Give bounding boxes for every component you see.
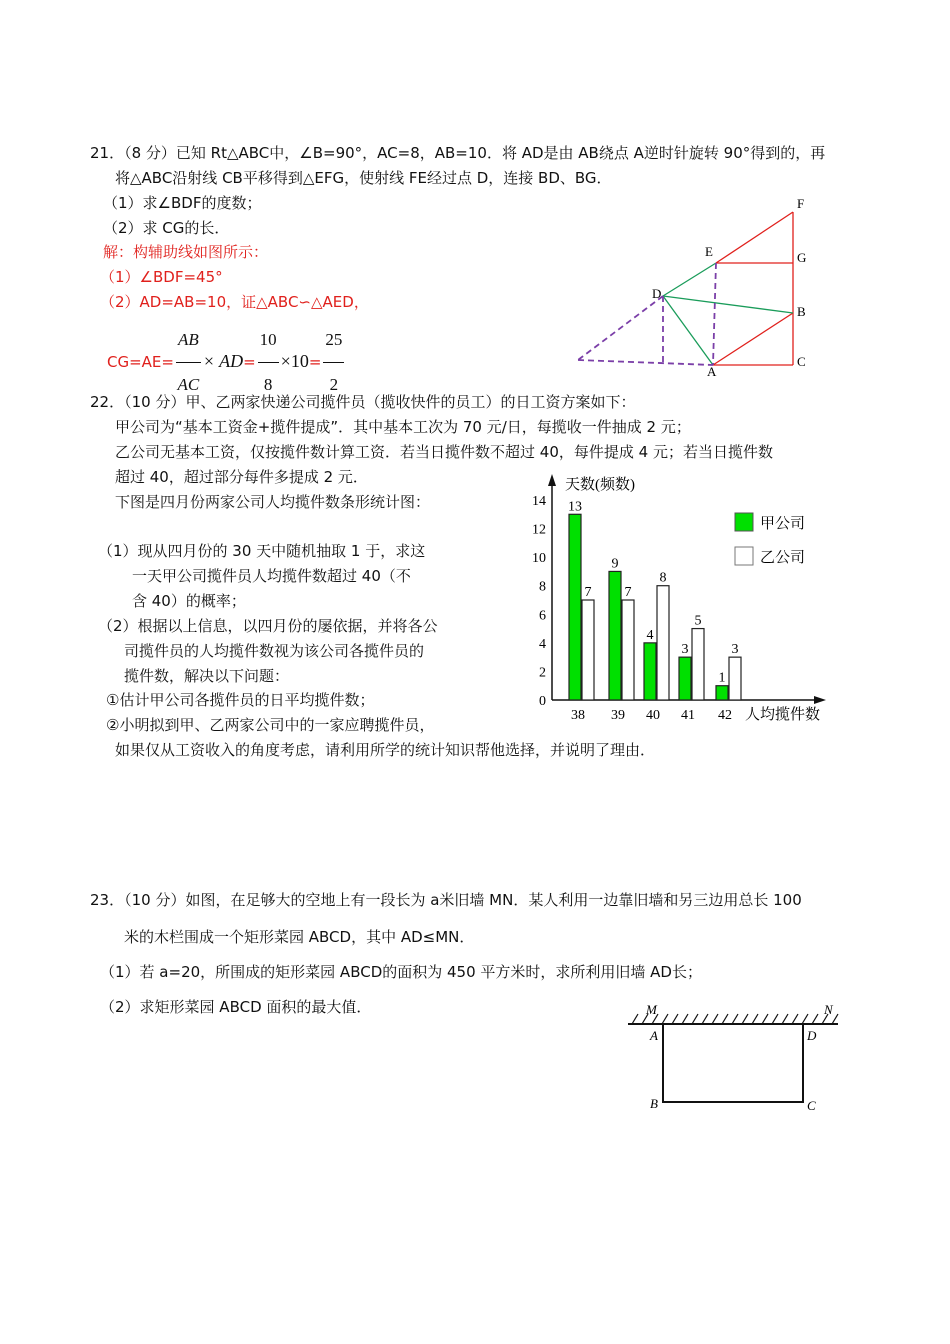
wall-hatch bbox=[712, 1014, 718, 1024]
data-label: 3 bbox=[731, 642, 739, 658]
q22-sub2: ②小明拟到甲、乙两家公司中的一家应聘揽件员， bbox=[106, 716, 435, 734]
x-tick-label: 38 bbox=[571, 708, 585, 723]
bar-jia-38 bbox=[569, 514, 581, 700]
wall-hatch bbox=[692, 1014, 698, 1024]
wall-hatch bbox=[792, 1014, 798, 1024]
label-M: M bbox=[646, 1002, 657, 1017]
data-label: 9 bbox=[611, 556, 619, 572]
q21-solution-1: （1）∠BDF=45° bbox=[100, 268, 223, 286]
q22-part2a: （2）根据以上信息，以四月份的屡依据，并将各公 bbox=[98, 617, 438, 635]
label-E: E bbox=[705, 244, 713, 259]
fraction-ab-ac: $\frac{AB}{AC}$ bbox=[176, 318, 201, 407]
q21-part2: （2）求 CG的长． bbox=[103, 219, 230, 237]
y-tick-label: 0 bbox=[539, 694, 546, 709]
bar-yi-40 bbox=[657, 586, 669, 700]
q22-line5: 下图是四月份两家公司人均揽件数条形统计图： bbox=[115, 493, 431, 511]
wall-hatch bbox=[722, 1014, 728, 1024]
x-tick-label: 40 bbox=[646, 708, 660, 723]
q22-part2c: 揽件数，解决以下问题： bbox=[124, 667, 290, 685]
q21-solution-3: CG=AE= $\frac{AB}{AC}$ × AD= $\frac{10}{8}$ ×10= $\frac{25}{2}$ bbox=[107, 318, 346, 407]
label-C: C bbox=[807, 1098, 816, 1113]
bar-yi-39 bbox=[622, 600, 634, 700]
data-label: 7 bbox=[624, 585, 632, 600]
legend-swatch-yi bbox=[735, 547, 753, 565]
bar-jia-42 bbox=[716, 686, 728, 700]
q23-part1: （1）若 a=20，所围成的矩形菜园 ABCD的面积为 450 平方米时，求所利用旧墙 AD长； bbox=[100, 963, 702, 981]
q23-line1: 23．（10 分）如图，在足够大的空地上有一段长为 a米旧墙 MN．某人利用一边靠旧墙和另三边用总长 100 bbox=[90, 891, 802, 909]
bar-yi-42 bbox=[729, 657, 741, 700]
y-tick-label: 6 bbox=[539, 608, 546, 624]
bar-yi-38 bbox=[582, 600, 594, 700]
q21-line2: 将△ABC沿射线 CB平移得到△EFG，使射线 FE经过点 D，连接 BD、BG． bbox=[115, 169, 612, 187]
wall-hatch bbox=[632, 1014, 638, 1024]
q23-line2: 米的木栏围成一个矩形菜园 ABCD，其中 AD≤MN． bbox=[124, 928, 475, 946]
data-label: 4 bbox=[646, 627, 654, 643]
legend-swatch-jia bbox=[735, 513, 753, 531]
q22-line3: 乙公司无基本工资，仅按揽件数计算工资．若当日揽件数不超过 40，每件提成 4 元；若当日揽件数 bbox=[115, 443, 773, 461]
label-C: C bbox=[797, 354, 806, 369]
garden-rectangle bbox=[663, 1024, 803, 1102]
bar-jia-40 bbox=[644, 643, 656, 700]
q23-garden-figure bbox=[600, 990, 860, 1120]
q22-line2: 甲公司为“基本工资金+揽件提成”．其中基本工次为 70 元/日，每揽收一件抽成 2 元； bbox=[115, 418, 691, 436]
q21-solution-2: （2）AD=AB=10，证△ABC∽△AED， bbox=[100, 293, 369, 311]
wall-hatch bbox=[782, 1014, 788, 1024]
q22-sub2-cont: 如果仅从工资收入的角度考虑，请利用所学的统计知识帮他选择，并说明了理由． bbox=[115, 741, 656, 759]
bar-jia-41 bbox=[679, 657, 691, 700]
data-label: 1 bbox=[718, 670, 726, 686]
wall-hatch bbox=[702, 1014, 708, 1024]
fraction-10-8: $\frac{10}{8}$ bbox=[258, 318, 279, 407]
y-tick-label: 4 bbox=[539, 636, 546, 652]
y-axis-label: 天数(频数) bbox=[565, 477, 635, 493]
q22-line4: 超过 40，超过部分每件多提成 2 元． bbox=[115, 468, 368, 486]
y-tick-label: 2 bbox=[539, 665, 546, 681]
legend-label-yi: 乙公司 bbox=[760, 550, 806, 566]
x-axis-label: 人均揽件数 bbox=[745, 707, 821, 723]
fraction-25-2: $\frac{25}{2}$ bbox=[323, 318, 344, 407]
bar-yi-41 bbox=[692, 629, 704, 700]
wall-hatch bbox=[752, 1014, 758, 1024]
wall-hatch bbox=[772, 1014, 778, 1024]
x-tick-label: 39 bbox=[611, 708, 625, 723]
wall-hatch bbox=[682, 1014, 688, 1024]
label-B: B bbox=[797, 304, 806, 319]
wall-hatch bbox=[662, 1014, 668, 1024]
q21-part1: （1）求∠BDF的度数； bbox=[103, 194, 262, 212]
q23-part2: （2）求矩形菜园 ABCD 面积的最大值． bbox=[100, 998, 372, 1016]
q21-line1: 21．（8 分）已知 Rt△ABC中，∠B=90°，AC=8，AB=10．将 AD是由 AB绕点 A逆时针旋转 90°得到的，再 bbox=[90, 144, 826, 162]
cg-lhs: CG=AE= bbox=[107, 353, 174, 371]
wall-hatch bbox=[762, 1014, 768, 1024]
data-label: 7 bbox=[584, 585, 592, 600]
y-tick-label: 8 bbox=[539, 579, 546, 595]
wall-hatch bbox=[672, 1014, 678, 1024]
q22-part1b: 一天甲公司揽件员人均揽件数超过 40（不 bbox=[132, 567, 411, 585]
label-F: F bbox=[797, 196, 805, 211]
q22-line1: 22．（10 分）甲、乙两家快递公司揽件员（揽收快件的员工）的日工资方案如下： bbox=[90, 393, 636, 411]
q22-part1c: 含 40）的概率； bbox=[132, 592, 246, 610]
x-axis-arrow-icon bbox=[814, 696, 826, 704]
data-label: 3 bbox=[681, 642, 689, 658]
y-tick-label: 12 bbox=[532, 522, 546, 538]
y-axis-arrow-icon bbox=[548, 474, 556, 486]
data-label: 8 bbox=[659, 570, 667, 586]
wall-hatch bbox=[802, 1014, 808, 1024]
q22-sub1: ①估计甲公司各揽件员的日平均揽件数； bbox=[106, 691, 375, 709]
wall-hatch bbox=[742, 1014, 748, 1024]
legend-label-jia: 甲公司 bbox=[760, 516, 806, 532]
x-tick-label: 42 bbox=[718, 708, 732, 723]
label-G: G bbox=[797, 250, 807, 265]
bar-jia-39 bbox=[609, 571, 621, 700]
wall-hatch bbox=[812, 1014, 818, 1024]
label-D: D bbox=[652, 286, 662, 301]
x-tick-label: 41 bbox=[681, 708, 695, 723]
label-A: A bbox=[707, 364, 717, 379]
label-B: B bbox=[650, 1096, 658, 1111]
y-tick-label: 10 bbox=[532, 551, 546, 567]
wall-hatch bbox=[832, 1014, 838, 1024]
label-N: N bbox=[824, 1002, 833, 1017]
wall-hatch bbox=[732, 1014, 738, 1024]
q21-solution-intro: 解：构辅助线如图所示： bbox=[103, 243, 269, 261]
y-tick-label: 14 bbox=[532, 494, 546, 509]
data-label: 5 bbox=[694, 613, 702, 629]
q22-part1a: （1）现从四月份的 30 天中随机抽取 1 于，求这 bbox=[98, 542, 426, 560]
label-A: A bbox=[650, 1028, 658, 1043]
data-label: 13 bbox=[568, 499, 582, 515]
q22-part2b: 司揽件员的人均揽件数视为该公司各揽件员的 bbox=[124, 642, 425, 660]
label-D: D bbox=[807, 1028, 817, 1043]
